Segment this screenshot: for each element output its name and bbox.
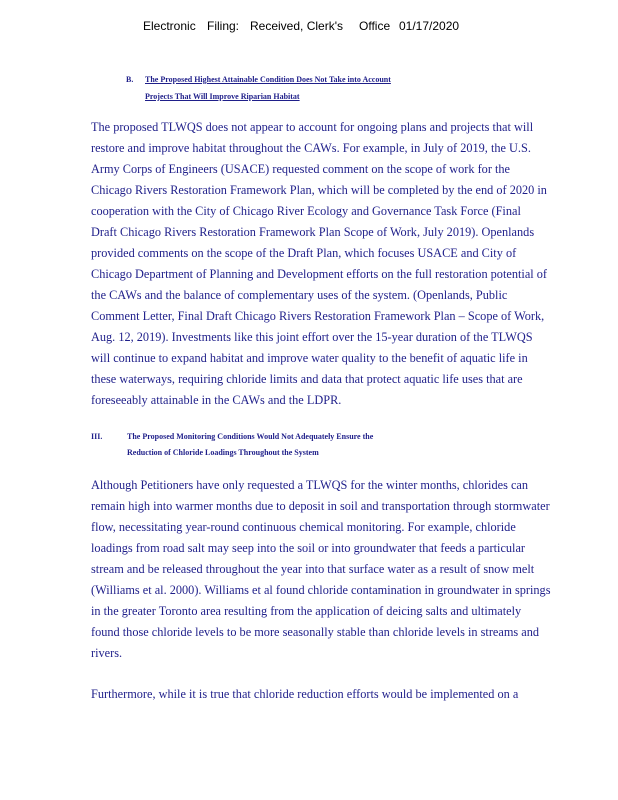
text-line: rivers. (91, 646, 123, 660)
text-line: foreseeably attainable in the CAWs and the LDPR. (91, 393, 342, 407)
section-iii-title-line1: The Proposed Monitoring Conditions Would Not Adequately Ensure the (127, 432, 374, 441)
text-line: Aug. 12, 2019). Investments like this joint effort over the 15-year duration of the TLWQS (91, 330, 533, 344)
text-line: flow, necessitating year-round continuous chemical monitoring. For example, chloride (91, 520, 516, 534)
section-b-title-line1: The Proposed Highest Attainable Condition Does Not Take into Account (145, 75, 391, 84)
text-line: remain high into warmer months due to deposit in soil and transportation through stormwater (91, 499, 550, 513)
paragraph-habitat-projects (91, 117, 606, 411)
text-line: Chicago Department of Planning and Development efforts on the full restoration potential of (91, 267, 548, 281)
text-line: restore and improve habitat throughout the CAWs. For example, in July of 2019, the U.S. (91, 141, 531, 155)
text-line: Although Petitioners have only requested a TLWQS for the winter months, chlorides can (91, 478, 529, 492)
header-date: 01/17/2020 (399, 19, 460, 33)
text-line: loadings from road salt may seep into the soil or into groundwater that feeds a particular (91, 541, 526, 555)
header-filing: Filing: (207, 19, 240, 33)
section-b-letter: B. (126, 75, 134, 84)
section-b-title-line2: Projects That Will Improve Riparian Habitat (145, 92, 300, 101)
text-line: The proposed TLWQS does not appear to account for ongoing plans and projects that will (91, 120, 534, 134)
header-electronic: Electronic (143, 19, 196, 33)
text-line: Furthermore, while it is true that chloride reduction efforts would be implemented on a (91, 687, 519, 701)
text-line: the CAWs and the balance of complementary uses of the system. (Openlands, Public (91, 288, 508, 302)
paragraph-chloride-monitoring (91, 475, 606, 664)
text-line: Draft Chicago Rivers Restoration Framework Plan Scope of Work, July 2019). Openlands (91, 225, 535, 239)
text-line: Comment Letter, Final Draft Chicago Rivers Restoration Framework Plan – Scope of Work, (91, 309, 545, 323)
section-iii-title-line2: Reduction of Chloride Loadings Throughout the System (127, 448, 319, 457)
header-office: Office (359, 19, 391, 33)
text-line: (Williams et al. 2000). Williams et al found chloride contamination in groundwater in springs (91, 583, 551, 597)
text-line: provided comments on the scope of the Draft Plan, which focuses USACE and City of (91, 246, 517, 260)
text-line: stream and be released throughout the year into that surface water as a result of snow melt (91, 562, 535, 576)
text-line: will continue to expand habitat and improve water quality to the benefit of aquatic life in (91, 351, 528, 365)
text-line: Chicago Rivers Restoration Framework Plan, which will be completed by the end of 2020 in (91, 183, 547, 197)
header-received: Received, Clerk's (250, 19, 343, 33)
section-iii-numeral: III. (91, 432, 103, 441)
text-line: these waterways, requiring chloride limits and data that protect aquatic life uses that are (91, 372, 523, 386)
text-line: found those chloride levels to be more seasonally stable than chloride levels in streams and (91, 625, 540, 639)
text-line: in the greater Toronto area resulting from the application of deicing salts and ultimately (91, 604, 522, 618)
text-line: cooperation with the City of Chicago River Ecology and Governance Task Force (Final (91, 204, 521, 218)
paragraph-chloride-reduction (91, 684, 606, 705)
text-line: Army Corps of Engineers (USACE) requested comment on the scope of work for the (91, 162, 511, 176)
